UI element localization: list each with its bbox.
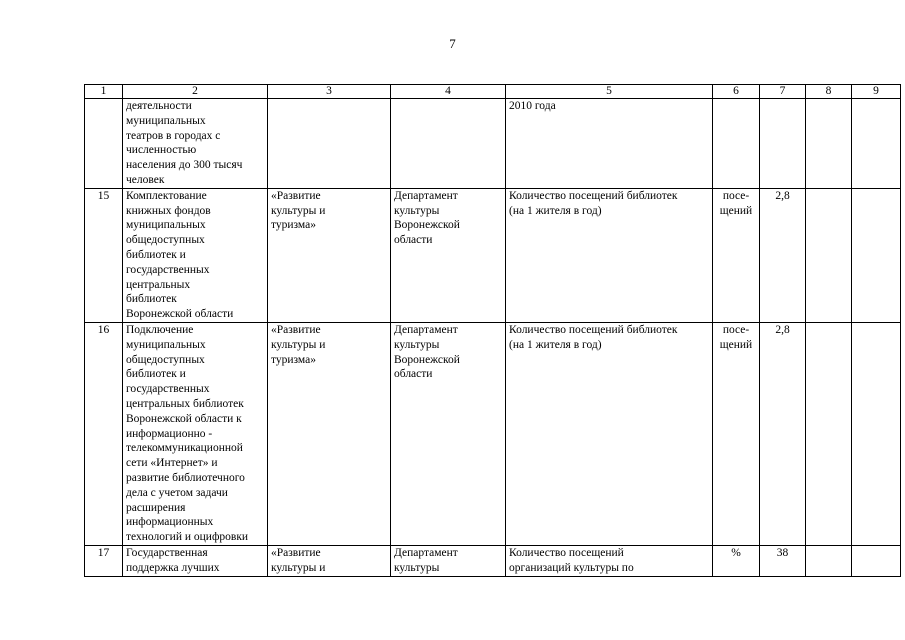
indicator-cell: 2010 года: [506, 99, 713, 189]
measure-name-cell: Государственная поддержка лучших: [123, 545, 268, 576]
document-table: [84, 84, 901, 577]
column-header: 6: [713, 85, 760, 99]
column-header: 5: [506, 85, 713, 99]
column-header: 8: [806, 85, 852, 99]
col9-cell: [852, 322, 901, 545]
table-row: [85, 188, 901, 322]
column-header: 2: [123, 85, 268, 99]
indicator-cell: Количество посещений библиотек (на 1 жителя в год): [506, 322, 713, 545]
executor-cell: Департамент культуры Воронежской области: [391, 322, 506, 545]
col9-cell: [852, 99, 901, 189]
measure-name-cell: деятельности муниципальных театров в городах с численностью населения до 300 тысяч человек: [123, 99, 268, 189]
executor-cell: [391, 99, 506, 189]
column-header: 3: [268, 85, 391, 99]
program-cell: «Развитие культуры и: [268, 545, 391, 576]
executor-cell: Департамент культуры: [391, 545, 506, 576]
column-header: 7: [760, 85, 806, 99]
unit-cell: [713, 99, 760, 189]
program-cell: «Развитие культуры и туризма»: [268, 188, 391, 322]
value-cell: 38: [760, 545, 806, 576]
value-cell: [760, 99, 806, 189]
table-row: [85, 545, 901, 576]
measure-name-cell: Подключение муниципальных общедоступных библиотек и государственных центральных библиотек Воронежской области к информационно - телекоммуникационной сети «Интернет» и развитие библиотечного дела с учетом задачи расширения информационных технологий и оцифровки: [123, 322, 268, 545]
row-number-cell: [85, 99, 123, 189]
column-header: 9: [852, 85, 901, 99]
unit-cell: %: [713, 545, 760, 576]
row-number-cell: 15: [85, 188, 123, 322]
col8-cell: [806, 322, 852, 545]
indicator-cell: Количество посещений организаций культуры по: [506, 545, 713, 576]
col8-cell: [806, 545, 852, 576]
unit-cell: посе- щений: [713, 188, 760, 322]
col8-cell: [806, 99, 852, 189]
program-cell: «Развитие культуры и туризма»: [268, 322, 391, 545]
row-number-cell: 16: [85, 322, 123, 545]
unit-cell: посе- щений: [713, 322, 760, 545]
executor-cell: Департамент культуры Воронежской области: [391, 188, 506, 322]
table-header-row: [85, 85, 901, 99]
page-number: 7: [449, 36, 456, 51]
value-cell: 2,8: [760, 322, 806, 545]
col8-cell: [806, 188, 852, 322]
program-cell: [268, 99, 391, 189]
col9-cell: [852, 188, 901, 322]
column-header: 4: [391, 85, 506, 99]
column-header: 1: [85, 85, 123, 99]
indicator-cell: Количество посещений библиотек (на 1 жителя в год): [506, 188, 713, 322]
col9-cell: [852, 545, 901, 576]
table-row: [85, 322, 901, 545]
row-number-cell: 17: [85, 545, 123, 576]
measure-name-cell: Комплектование книжных фондов муниципальных общедоступных библиотек и государственных центральных библиотек Воронежской области: [123, 188, 268, 322]
value-cell: 2,8: [760, 188, 806, 322]
table-row: [85, 99, 901, 189]
